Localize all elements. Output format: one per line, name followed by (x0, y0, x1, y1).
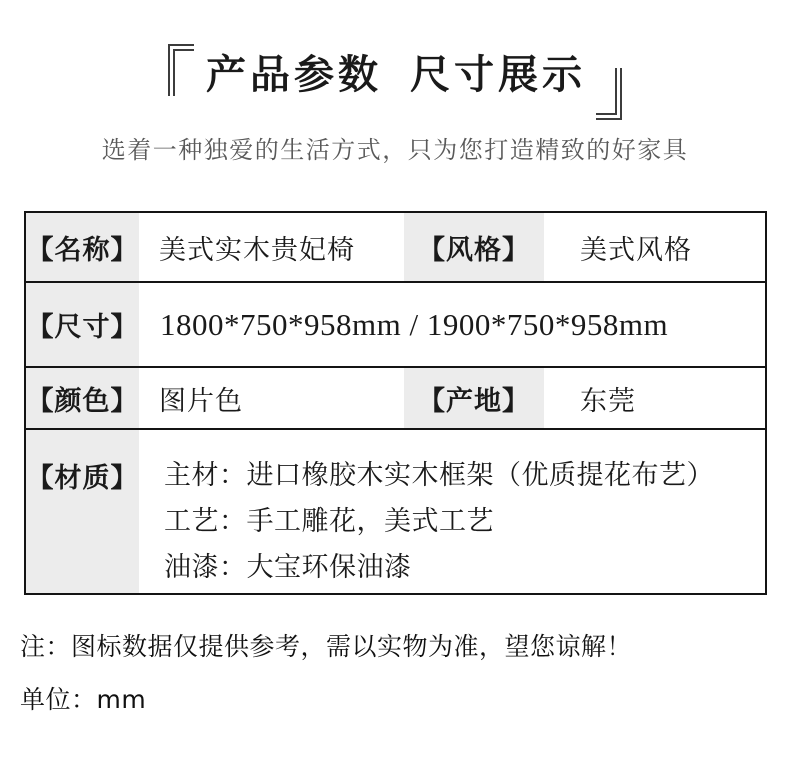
product-spec-table (24, 211, 767, 595)
unit-note: 单位：mm (20, 685, 147, 714)
page-title: 产品参数 尺寸展示 (206, 52, 586, 97)
material-main-line: 主材：进口橡胶木实木框架（优质提花布艺） (164, 460, 714, 490)
material-craft-line: 工艺：手工雕花，美式工艺 (164, 506, 494, 536)
material-paint-line: 油漆：大宝环保油漆 (164, 552, 412, 582)
color-label-cell: 【颜色】 (26, 368, 139, 428)
close-corner-bracket-decoration (596, 68, 622, 120)
footer-notes (20, 627, 790, 716)
material-value-cell (139, 430, 765, 593)
material-label-cell: 【材质】 (26, 430, 139, 593)
disclaimer-note: 注：图标数据仅提供参考，需以实物为准，望您谅解！ (20, 632, 633, 661)
name-label-cell: 【名称】 (26, 213, 139, 281)
table-row-color-origin (26, 366, 765, 428)
size-value-cell: 1800*750*958mm / 1900*750*958mm (160, 306, 669, 342)
origin-value-cell: 东莞 (580, 385, 636, 416)
name-value-cell: 美式实木贵妃椅 (159, 234, 355, 265)
open-corner-bracket-decoration (168, 44, 194, 96)
table-row-size (26, 281, 765, 366)
style-label-cell: 【风格】 (404, 213, 544, 281)
page-title-row (0, 42, 790, 122)
table-row-name-style (26, 213, 765, 281)
size-label-cell: 【尺寸】 (26, 283, 139, 366)
table-row-material (26, 428, 765, 593)
style-value-cell: 美式风格 (580, 234, 692, 265)
page-subtitle: 选着一种独爱的生活方式，只为您打造精致的好家具 (101, 138, 689, 164)
origin-label-cell: 【产地】 (404, 368, 544, 428)
color-value-cell: 图片色 (159, 385, 243, 416)
